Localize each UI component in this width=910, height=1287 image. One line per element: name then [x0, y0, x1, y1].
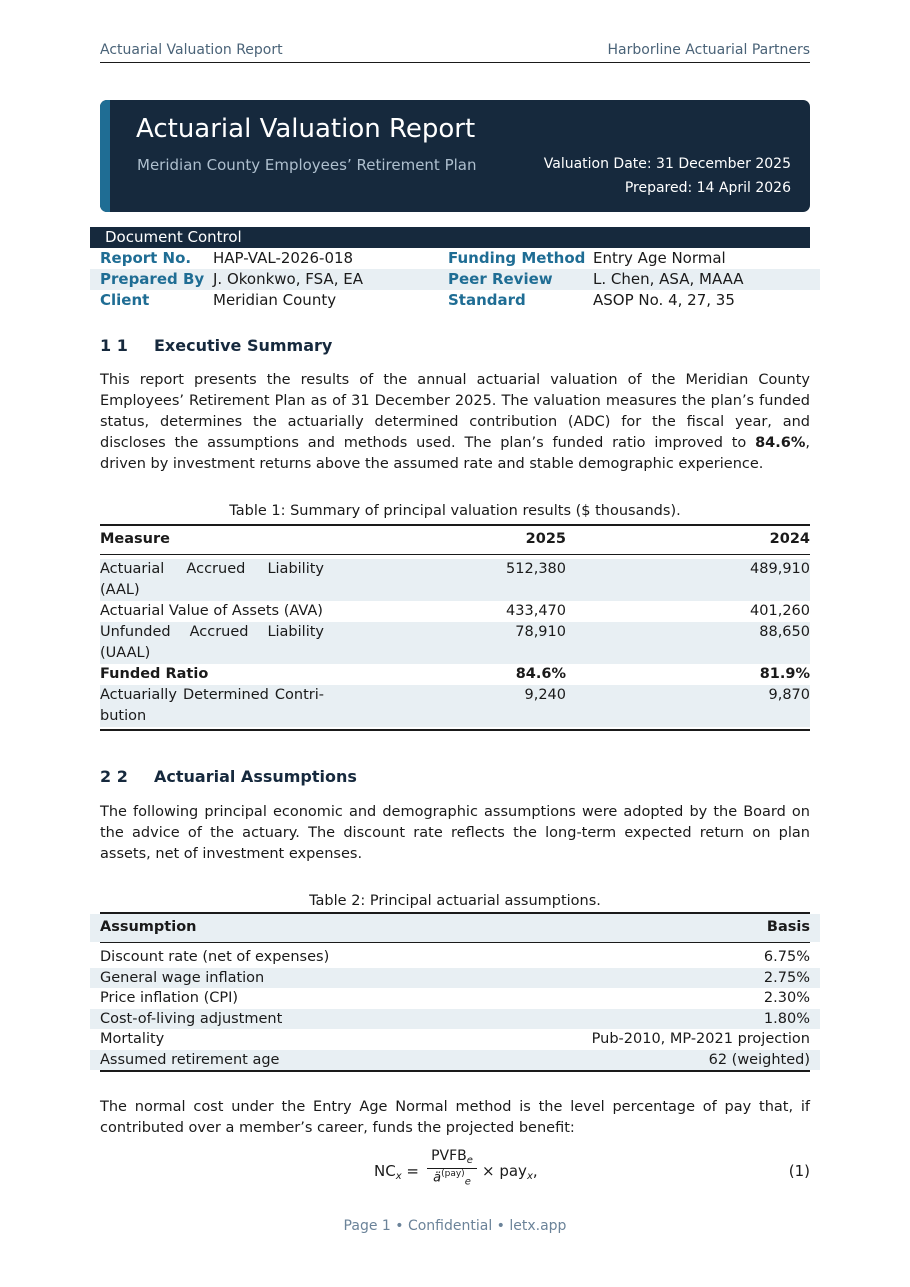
measure-cell: Actuarially Determined Contri-	[100, 687, 324, 703]
equation-lhs-subscript: x	[395, 1171, 402, 1182]
assumption-cell: Assumed retirement age	[100, 1051, 280, 1068]
dc-value: J. Okonkwo, FSA, EA	[213, 270, 363, 288]
dc-value: ASOP No. 4, 27, 35	[593, 291, 735, 309]
basis-cell: 6.75%	[763, 949, 810, 965]
equation-number: (1)	[788, 1162, 810, 1180]
dc-label: Funding Method	[448, 249, 586, 267]
equation-trailing-comma: ,	[532, 1162, 538, 1180]
valuation-results-table	[100, 524, 810, 731]
value-2024-cell: 401,260	[750, 603, 810, 619]
section-title: Actuarial Assumptions	[154, 767, 357, 786]
equation-times-pay: × pay	[482, 1162, 527, 1180]
measure-cell-continued: (UAAL)	[100, 645, 151, 661]
assumption-cell: Cost-of-living adjustment	[100, 1010, 283, 1027]
assumption-cell: Mortality	[100, 1031, 165, 1047]
running-header-right: Harborline Actuarial Partners	[607, 42, 810, 58]
dc-value: Entry Age Normal	[593, 249, 726, 267]
table-row	[90, 1009, 820, 1030]
title-banner	[100, 100, 810, 212]
equation-fraction	[427, 1148, 477, 1187]
table-header-row	[100, 524, 810, 555]
value-2025-cell: 512,380	[506, 561, 566, 577]
basis-cell: 62 (weighted)	[708, 1051, 810, 1068]
prepared-date: Prepared: 14 April 2026	[624, 180, 791, 196]
valuation-date: Valuation Date: 31 December 2025	[543, 156, 791, 172]
denominator-superscript: (pay)	[441, 1169, 465, 1179]
assumption-cell: General wage inflation	[100, 969, 265, 986]
running-header-left: Actuarial Valuation Report	[100, 42, 283, 58]
table-row	[100, 559, 810, 601]
equation-denominator	[427, 1169, 477, 1187]
equation-numerator	[427, 1148, 477, 1169]
document-control-row	[90, 248, 820, 269]
dc-value: L. Chen, ASA, MAAA	[593, 270, 744, 288]
value-2024-cell: 9,870	[768, 687, 810, 703]
banner-dates	[544, 152, 791, 200]
paragraph-text: , driven by investment returns above the assumed rate and stable demographic experience.	[100, 435, 810, 472]
value-2025-cell: 9,240	[524, 687, 566, 703]
measure-cell-continued: (AAL)	[100, 582, 140, 598]
dc-label: Prepared By	[100, 270, 205, 288]
table-row	[90, 988, 820, 1009]
measure-cell: Unfunded Accrued Liability	[100, 624, 324, 640]
measure-cell: Actuarial Value of Assets (AVA)	[100, 603, 323, 619]
equation-rhs	[482, 1162, 538, 1182]
equation-lhs: $NC_x$ =	[374, 1162, 419, 1182]
executive-summary-paragraph	[100, 370, 810, 475]
report-title: Actuarial Valuation Report	[136, 114, 476, 144]
equation-pay-subscript: x	[526, 1171, 533, 1182]
basis-cell: 1.80%	[763, 1010, 810, 1027]
measure-cell: Funded Ratio	[100, 666, 209, 682]
numerator-symbol: PVFB	[431, 1148, 467, 1164]
equation-lhs-symbol: NC	[374, 1162, 396, 1180]
table-row	[90, 1029, 820, 1050]
table2-caption: Table 2: Principal actuarial assumptions.	[309, 893, 601, 909]
dc-value: HAP-VAL-2026-018	[213, 249, 354, 267]
value-2025-cell: 433,470	[506, 603, 566, 619]
measure-cell-continued: bution	[100, 708, 147, 724]
column-header: 2025	[525, 531, 566, 547]
table-row	[90, 947, 820, 968]
section-heading-executive-summary	[100, 336, 332, 355]
basis-cell: Pub-2010, MP-2021 projection	[591, 1031, 810, 1047]
section-title: Executive Summary	[154, 336, 333, 355]
assumptions-paragraph: The following principal economic and demographic assumptions were adopted by the Board on the advice of the actuary. The discount rate reflects the long-term expected return on plan assets, net of investment expenses.	[100, 804, 810, 862]
assumptions-table	[90, 912, 820, 1072]
page-footer: Page 1 • Confidential • letx.app	[343, 1218, 567, 1234]
section-number: 1 1	[100, 336, 128, 355]
dc-label: Peer Review	[448, 270, 553, 288]
table-row	[100, 685, 810, 727]
section-heading-assumptions	[100, 767, 357, 786]
normal-cost-paragraph: The normal cost under the Entry Age Normal method is the level percentage of pay that, if contributed over a member’s career, funds the projected benefit:	[100, 1099, 810, 1136]
value-2025-cell: 84.6%	[515, 666, 566, 682]
dc-label: Report No.	[100, 249, 192, 267]
document-control-row	[90, 290, 820, 311]
document-control-row	[90, 269, 820, 290]
numerator-subscript: e	[466, 1155, 473, 1166]
value-2025-cell: 78,910	[515, 624, 566, 640]
dc-label: Standard	[448, 291, 526, 309]
dc-label: Client	[100, 291, 150, 309]
measure-cell: Actuarial Accrued Liability	[100, 561, 324, 577]
assumption-cell: Price inflation (CPI)	[100, 990, 239, 1006]
table-header-row	[100, 912, 810, 943]
denominator-subscript: e	[464, 1176, 471, 1188]
section-number: 2 2	[100, 767, 128, 786]
funded-ratio-highlight: 84.6%	[755, 435, 806, 451]
column-header: 2024	[769, 531, 810, 547]
table-bottom-rule	[100, 1070, 810, 1072]
table1-caption: Table 1: Summary of principal valuation results ($ thousands).	[229, 503, 681, 519]
document-control-heading: Document Control	[90, 227, 810, 248]
dc-value: Meridian County	[213, 291, 337, 309]
denominator-symbol: ä	[433, 1170, 442, 1186]
paragraph-text: This report presents the results of the annual actuarial valuation of the Meridian County Employees’ Retirement Plan as of 31 December 2025. The valuation measures the plan’s funded status, determines the actuarially determined contribution (ADC) for the fiscal year, and discloses the assumptions and methods used. The plan’s funded ratio improved to	[100, 372, 810, 451]
value-2024-cell: 88,650	[759, 624, 810, 640]
table-row	[90, 968, 820, 989]
assumption-cell: Discount rate (net of expenses)	[100, 949, 330, 965]
column-header: Basis	[766, 919, 810, 935]
table-row	[100, 622, 810, 664]
table-row	[100, 601, 810, 622]
basis-cell: 2.75%	[763, 969, 810, 986]
value-2024-cell: 489,910	[750, 561, 810, 577]
normal-cost-equation	[374, 1148, 574, 1198]
column-header: Assumption	[100, 919, 197, 935]
table-row	[100, 664, 810, 685]
value-2024-cell: 81.9%	[759, 666, 810, 682]
document-control-table	[90, 227, 820, 311]
column-header: Measure	[100, 531, 170, 547]
running-header	[100, 42, 810, 63]
basis-cell: 2.30%	[763, 990, 810, 1006]
banner-accent-bar	[100, 100, 110, 212]
report-subtitle: Meridian County Employees’ Retirement Plan	[137, 156, 477, 174]
table-row	[90, 1050, 820, 1071]
